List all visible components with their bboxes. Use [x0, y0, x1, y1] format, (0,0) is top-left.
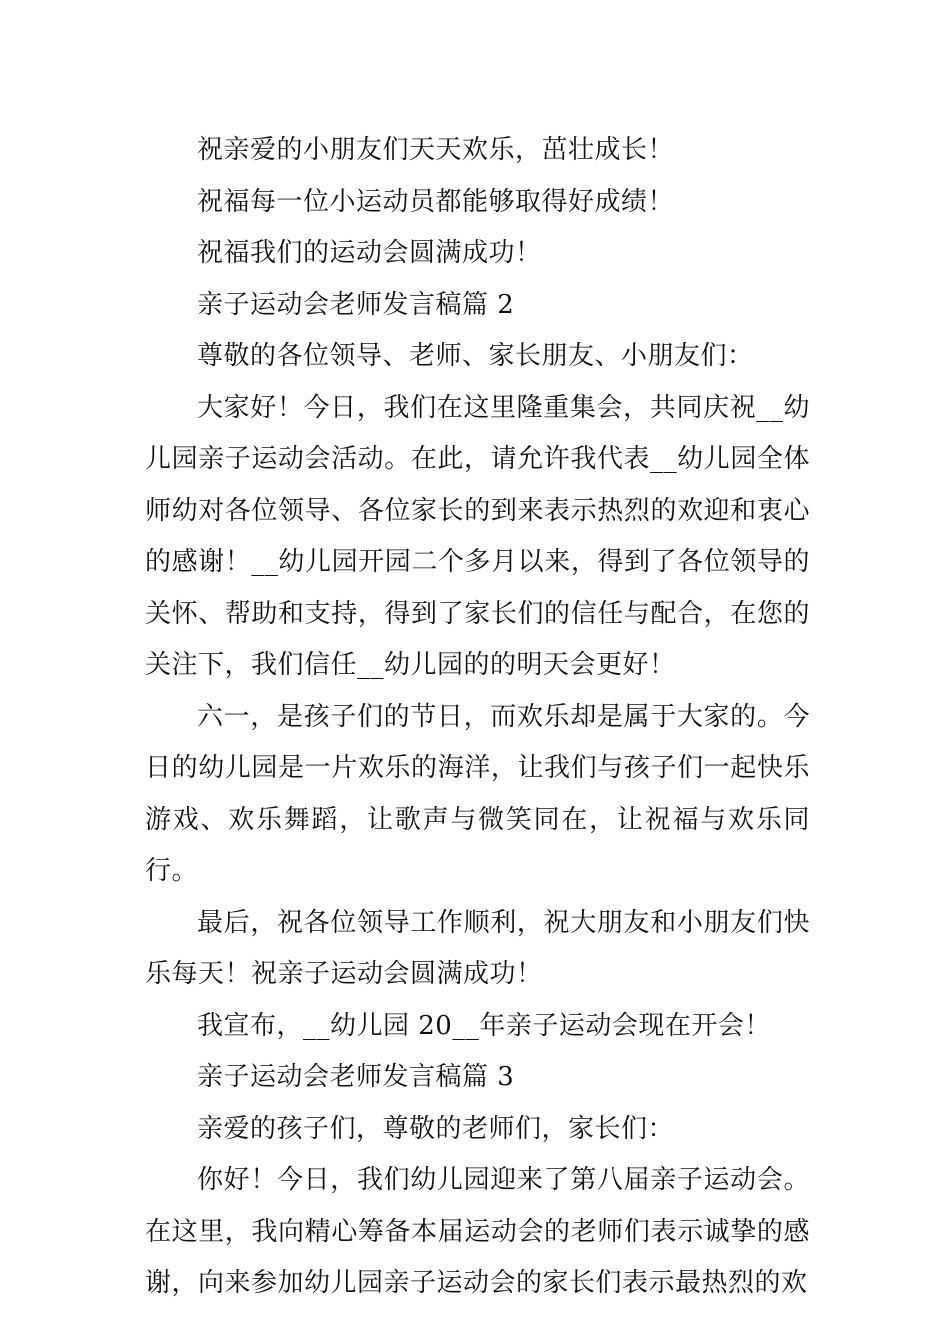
paragraph-announcement: 我宣布，__幼儿园 20__年亲子运动会现在开会！: [197, 1010, 771, 1041]
paragraph-wish-success: 祝福我们的运动会圆满成功！: [197, 238, 542, 268]
paragraph-wish-athletes: 祝福每一位小运动员都能够取得好成绩！: [197, 186, 675, 217]
paragraph-closing-wishes: 最后，祝各位领导工作顺利，祝大朋友和小朋友们快乐每天！祝亲子运动会圆满成功！: [145, 907, 810, 989]
paragraph-salutation-3: 亲爱的孩子们，尊敬的老师们，家长们：: [197, 1113, 675, 1144]
paragraph-salutation-2: 尊敬的各位领导、老师、家长朋友、小朋友们：: [197, 341, 754, 371]
paragraph-greeting-3: 你好！今日，我们幼儿园迎来了第八届亲子运动会。在这里，我向精心筹备本届运动会的老师们表示诚挚的感谢，向来参加幼儿园亲子运动会的家长们表示最热烈的欢: [145, 1165, 810, 1298]
paragraph-children-day: 六一，是孩子们的节日，而欢乐却是属于大家的。今日的幼儿园是一片欢乐的海洋，让我们与孩子们一起快乐游戏、欢乐舞蹈，让歌声与微笑同在，让祝福与欢乐同行。: [145, 701, 810, 886]
document-body: [145, 125, 810, 1310]
paragraph-wish-children: 祝亲爱的小朋友们天天欢乐，茁壮成长！: [197, 135, 675, 165]
paragraph-greeting-2: 大家好！今日，我们在这里隆重集会，共同庆祝__幼儿园亲子运动会活动。在此，请允许我代表__幼儿园全体师幼对各位领导、各位家长的到来表示热烈的欢迎和衷心的感谢！__幼儿园开园二个多月以来，得到了各位领导的关怀、帮助和支持，得到了家长们的信任与配合，在您的关注下，我们信任__幼儿园的的明天会更好！: [145, 392, 810, 680]
section-heading-3: 亲子运动会老师发言稿篇 3: [197, 1062, 515, 1092]
section-heading-2: 亲子运动会老师发言稿篇 2: [197, 289, 515, 320]
